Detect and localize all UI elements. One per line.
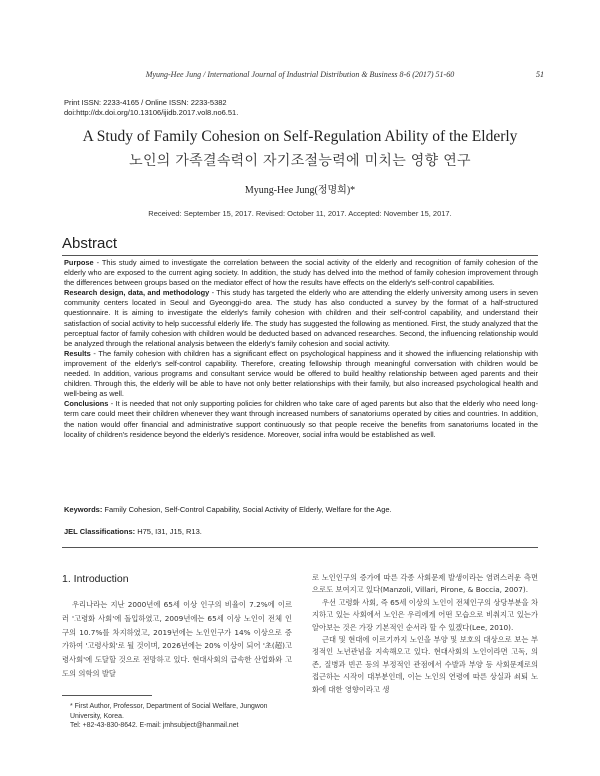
abstract-bottom-rule [62, 547, 538, 548]
method-label: Research design, data, and methodology [64, 288, 210, 298]
purpose-label: Purpose [64, 258, 94, 267]
intro-right-column [312, 572, 538, 696]
intro-paragraph: 우선 고령화 사회, 즉 65세 이상의 노인이 전체인구의 상당부분을 차지하고 있는 사회에서 노인은 우리에게 어떤 모습으로 비춰지고 있는가 알아보는 것은 가장 기본적인 순서라 할 수 있겠다(Lee, 2010). [312, 597, 538, 632]
author-line: Myung-Hee Jung(정명희)* [244, 185, 356, 196]
intro-paragraph: 우리나라는 지난 2000년에 65세 이상 인구의 비율이 7.2%에 이르러 '고령화 사회'에 돌입하였고, 2009년에는 65세 이상 노인이 전체 인구의 10.7%를 차지하였고, 2019년에는 노인인구가 14% 이상으로 증가하여 '고령사회'로 될 것이며, 2026년에는 20% 이상이 되어 '초(超)고령사회'에 도달할 것으로 전망하고 있다. 현대사회의 급속한 산업화와 고도의 의학의 발달 [62, 600, 292, 678]
running-header: Myung-Hee Jung / International Journal of Industrial Distribution & Business 8-6 (2017) 51-60 [145, 70, 455, 79]
footnote [62, 702, 292, 731]
results-text: - The family cohesion with children has a significant effect on psychological happiness and it showed the influencing relationship with improvement of the elderly's self-control capability. Therefore, creating fellowship through meaningful conversation with children would be needed. In addition, various programs and consultant service would be offered to build healthy relationship between aged parents and their children. Through this, the elderly will be able to have not only better relationships with their family, but also increased psychological health and well-being as well. [64, 348, 538, 399]
doi-line: doi:http://dx.doi.org/10.13106/ijidb.2017.vol8.no6.51. [64, 108, 239, 117]
abstract-method [64, 288, 538, 349]
jel-label: JEL Classifications: [64, 527, 136, 536]
intro-left-column [62, 598, 292, 681]
footnote-rule [62, 695, 152, 696]
abstract-top-rule [62, 255, 538, 256]
keywords-label: Keywords: [64, 505, 103, 514]
abstract-purpose [64, 258, 538, 288]
intro-paragraph: 로 노인인구의 증가에 따른 각종 사회문제 발생이라는 염려스러운 측면으로도 보여지고 있다(Manzoli, Villari, Pirone, & Boccia, 2007). [312, 573, 538, 595]
section-heading-introduction: 1. Introduction [62, 573, 129, 585]
keywords-text: Family Cohesion, Self-Control Capability, Social Activity of Elderly, Welfare for the Age. [102, 505, 392, 514]
paper-title-english: A Study of Family Cohesion on Self-Regulation Ability of the Elderly [82, 128, 518, 145]
footnote-contact: Tel: +82-43-830-8642. E-mail: jmhsubject@hanmail.net [70, 722, 239, 730]
abstract-results [64, 349, 538, 399]
abstract-heading: Abstract [62, 235, 118, 252]
abstract-conclusions [64, 399, 538, 439]
conclusions-text: - It is needed that not only supporting policies for children who take care of aged parents but also that the elderly who need long-term care could meet their children whenever they want through increased numbers of sanatoriums operated by cities and countries. In addition, the nation would offer financial and administrative support continuously so that people receive the benefits from sanatoriums located in the locality of children's residence beyond the elderly's residence. Moreover, social infra would be established as well. [64, 399, 538, 439]
jel-line [64, 527, 202, 536]
footnote-affiliation: * First Author, Professor, Department of Social Welfare, Jungwon University, Korea. [70, 703, 268, 720]
issn-line: Print ISSN: 2233-4165 / Online ISSN: 2233-5382 [64, 98, 227, 107]
page-number: 51 [536, 70, 544, 79]
conclusions-label: Conclusions [64, 399, 109, 409]
issn-block [64, 98, 238, 118]
jel-text: H75, I31, J15, R13. [135, 527, 202, 536]
received-dates: Received: September 15, 2017. Revised: October 11, 2017. Accepted: November 15, 2017. [148, 209, 452, 218]
keywords-line [64, 505, 392, 514]
abstract-body [64, 258, 538, 440]
method-text: - This study has targeted the elderly who are attending the elderly university among users in seven community centers located in Seoul and Gyeonggi-do area. The study has also conducted a survey by the format of a half-structured questionnaire. It is aiming to investigate the elderly's family cohesion with children and their self-control capability, and understand their satisfaction of social activity to help successful elderly life. The study has suggested the following as mentioned. First, the study analyzed that the perceptual factor of family cohesion with children would be deducted based on advanced researches. Second, the influencing relationship would be analyzed through the relational analysis between the elderly's family cohesion and social activity. [64, 288, 538, 348]
paper-title-korean: 노인의 가족결속력이 자기조절능력에 미치는 영향 연구 [129, 153, 471, 169]
intro-paragraph: 근대 및 현대에 이르기까지 노인을 부양 및 보호의 대상으로 보는 부정적인 노년관념을 지속해오고 있다. 현대사회의 노인이라면 고독, 의존, 질병과 빈곤 등의 부정적인 관점에서 수발과 부양 등 사회문제로의 접근하는 시작이 대부분인데, 이는 노인의 연령에 따른 상실과 쇠퇴 노화에 대한 영향이라고 생 [312, 635, 538, 694]
results-label: Results [64, 348, 91, 358]
purpose-text: - This study aimed to investigate the correlation between the social activity of the elderly and recognition of family cohesion of the elderly who are exposed to the current aging society. In addition, the study has delved into the method of family cohesion improvement through the differences between groups based on the mediator effect of how the results have effects on the elderly's self-control capabilities. [64, 258, 538, 288]
